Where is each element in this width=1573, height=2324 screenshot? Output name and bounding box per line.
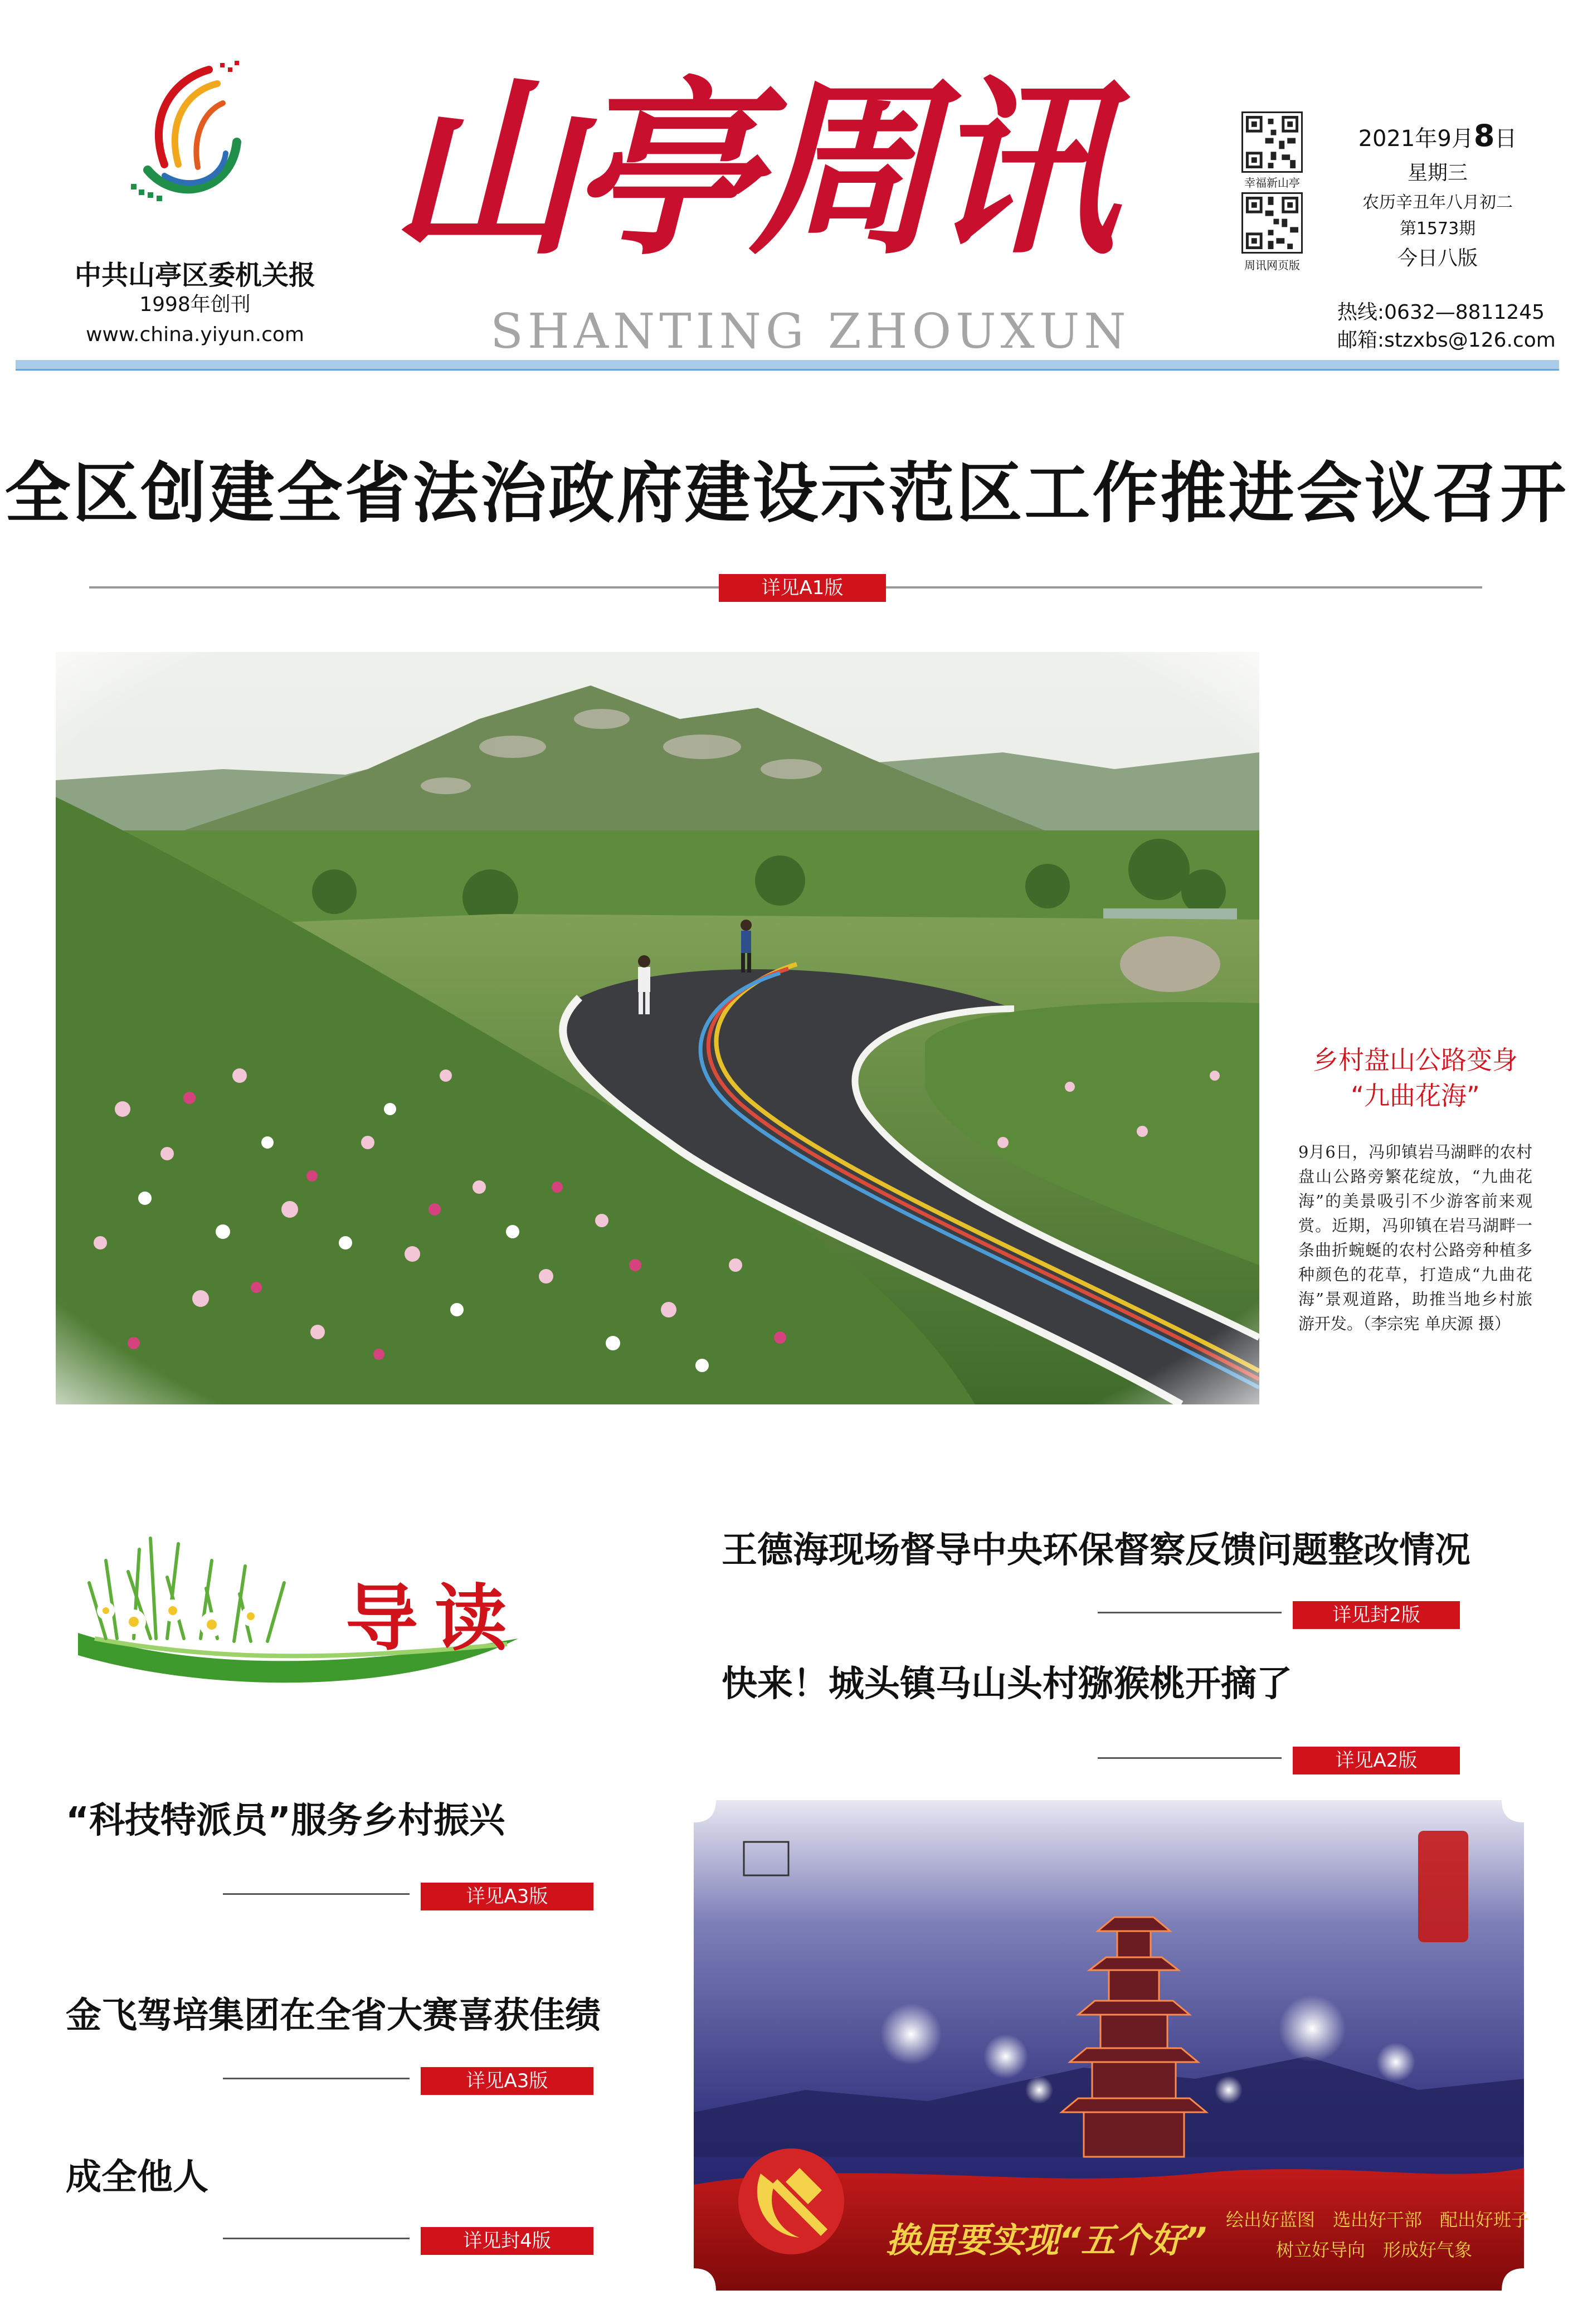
guide-item-rule: [1098, 1757, 1282, 1759]
guide-item-title[interactable]: 金飞驾培集团在全省大赛喜获佳绩: [66, 1995, 601, 2036]
see-page-tag[interactable]: 详见封4版: [421, 2227, 593, 2255]
guide-item-title[interactable]: “科技特派员”服务乡村振兴: [66, 1800, 505, 1841]
guide-item-title[interactable]: 王德海现场督导中央环保督察反馈问题整改情况: [722, 1530, 1470, 1571]
masthead-divider: [16, 360, 1559, 369]
see-page-tag[interactable]: 详见封2版: [1293, 1601, 1460, 1629]
qr-code-label: 周讯网页版: [1244, 259, 1300, 272]
guide-item-rule: [223, 1893, 410, 1895]
issue-page-count: 今日八版: [1397, 247, 1478, 270]
mountain-road-flower-photo: [56, 652, 1259, 1404]
issue-date: 2021年9月8日: [1358, 118, 1517, 153]
contact-email[interactable]: 邮箱:stzxbs@126.com: [1337, 329, 1556, 352]
qr-code-xingfu-shanting[interactable]: [1241, 111, 1303, 173]
newspaper-title: 山亭周讯: [390, 59, 1108, 281]
see-page-tag[interactable]: 详见A1版: [719, 574, 886, 602]
guide-item-rule: [223, 2078, 410, 2079]
party-newspaper-logo: [125, 59, 248, 209]
masthead-divider-line: [16, 369, 1559, 371]
guide-item-rule: [223, 2238, 410, 2239]
issue-lunar-date: 农历辛丑年八月初二: [1362, 193, 1513, 212]
lead-headline[interactable]: 全区创建全省法治政府建设示范区工作推进会议召开: [4, 455, 1569, 532]
qr-code-web-edition[interactable]: [1241, 192, 1303, 254]
issue-weekday: 星期三: [1407, 162, 1468, 184]
see-page-tag[interactable]: 详见A3版: [421, 1883, 593, 1910]
guide-item-title[interactable]: 成全他人: [66, 2157, 208, 2198]
guide-title: 导读: [345, 1576, 524, 1661]
see-page-tag[interactable]: 详见A3版: [421, 2067, 593, 2095]
qr-code-label: 幸福新山亭: [1244, 176, 1300, 189]
hotline: 热线:0632—8811245: [1337, 301, 1545, 324]
see-page-tag[interactable]: 详见A2版: [1293, 1747, 1460, 1774]
ad-sub-slogan: 绘出好蓝图 选出好干部 配出好班子: [1226, 2209, 1530, 2230]
guide-item-title[interactable]: 快来！城头镇马山头村猕猴桃开摘了: [722, 1664, 1292, 1705]
issue-number: 第1573期: [1399, 219, 1476, 239]
newspaper-organization: 中共山亭区委机关报: [74, 260, 315, 291]
newspaper-title-pinyin: SHANTING ZHOUXUN: [490, 304, 1131, 359]
guide-item-rule: [1098, 1612, 1282, 1613]
photo-caption-title: 乡村盘山公路变身 “九曲花海”: [1313, 1045, 1518, 1111]
ad-sub-slogan: 树立好导向 形成好气象: [1276, 2239, 1473, 2260]
website-link[interactable]: www.china.yiyun.com: [86, 323, 304, 346]
ad-slogan: 换届要实现“五个好”: [886, 2220, 1207, 2260]
photo-caption-body: 9月6日，冯卯镇岩马湖畔的农村盘山公路旁繁花绽放，“九曲花海”的美景吸引不少游客前来观赏。近期，冯卯镇在岩马湖畔一条曲折蜿蜒的农村公路旁种植多种颜色的花草，打造成“九曲花海”景观道路，助推当地乡村旅游开发。（李宗宪 单庆源 摄）: [1298, 1142, 1532, 1333]
founded-year: 1998年创刊: [139, 293, 251, 316]
